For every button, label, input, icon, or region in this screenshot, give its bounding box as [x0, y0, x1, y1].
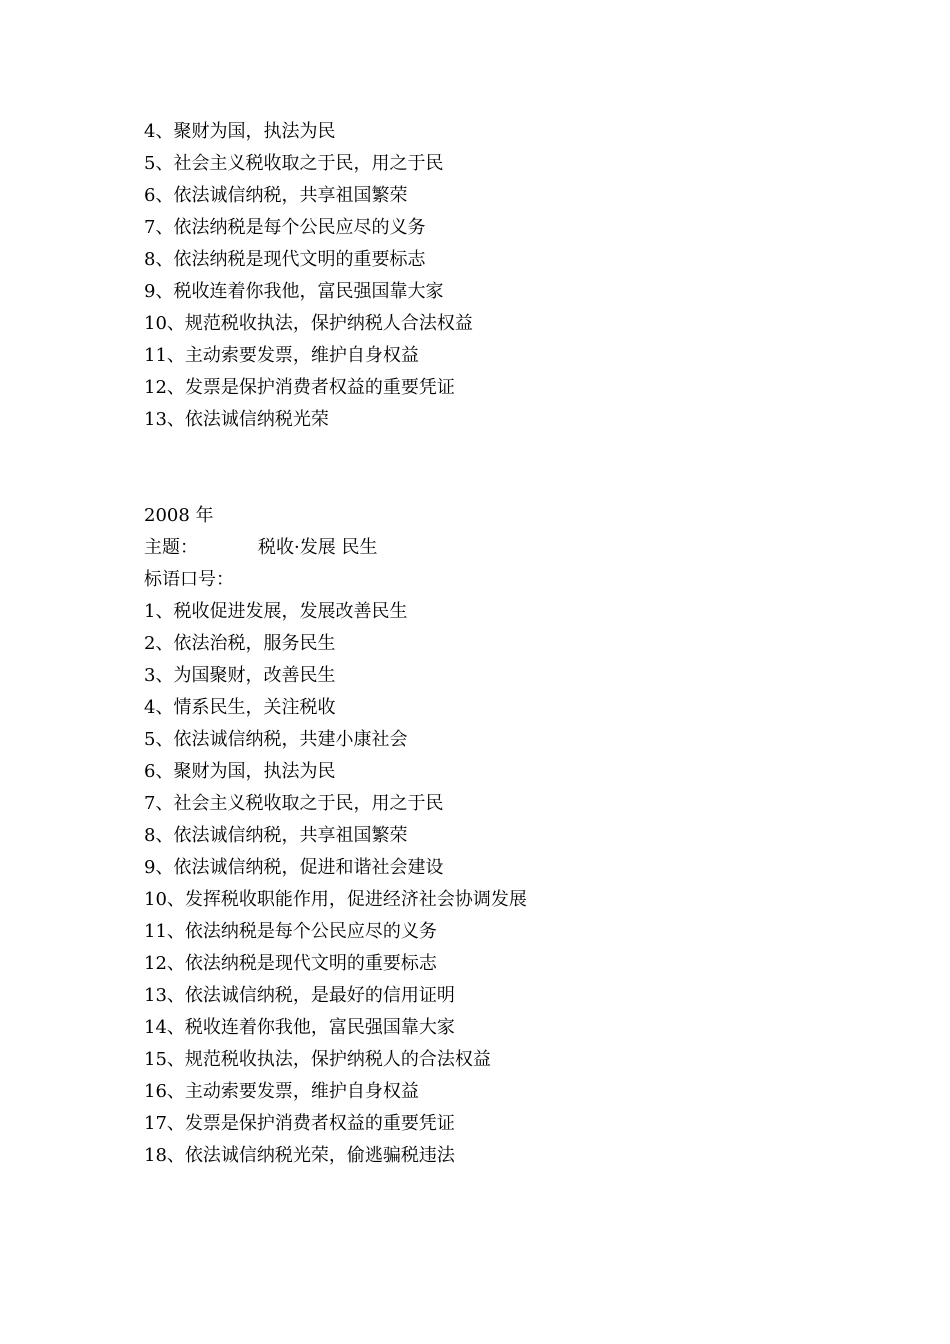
list-item: 5、依法诚信纳税，共建小康社会	[144, 729, 408, 750]
section-2008	[144, 500, 864, 1172]
list-item: 8、依法纳税是现代文明的重要标志	[144, 249, 426, 270]
list-item: 6、聚财为国，执法为民	[144, 761, 336, 782]
section-year: 2008 年	[144, 505, 214, 526]
list-item: 15、规范税收执法，保护纳税人的合法权益	[144, 1049, 491, 1070]
list-item: 7、依法纳税是每个公民应尽的义务	[144, 217, 426, 238]
list-item: 14、税收连着你我他，富民强国靠大家	[144, 1017, 455, 1038]
theme-value: 税收·发展 民生	[258, 537, 378, 558]
list-item: 11、主动索要发票，维护自身权益	[144, 345, 419, 366]
list-item: 6、依法诚信纳税，共享祖国繁荣	[144, 185, 408, 206]
list-item: 16、主动索要发票，维护自身权益	[144, 1081, 419, 1102]
list-item: 4、聚财为国，执法为民	[144, 121, 336, 142]
list-item: 7、社会主义税收取之于民，用之于民	[144, 793, 444, 814]
list-item: 9、税收连着你我他，富民强国靠大家	[144, 281, 444, 302]
slogan-list-continued	[144, 116, 864, 436]
list-item: 5、社会主义税收取之于民，用之于民	[144, 153, 444, 174]
list-item: 18、依法诚信纳税光荣，偷逃骗税违法	[144, 1145, 455, 1166]
theme-line	[144, 532, 864, 564]
list-item: 11、依法纳税是每个公民应尽的义务	[144, 921, 437, 942]
list-item: 10、规范税收执法，保护纳税人合法权益	[144, 313, 473, 334]
slogans-label: 标语口号：	[144, 569, 234, 590]
list-item: 2、依法治税，服务民生	[144, 633, 336, 654]
list-item: 9、依法诚信纳税，促进和谐社会建设	[144, 857, 444, 878]
list-item: 17、发票是保护消费者权益的重要凭证	[144, 1113, 455, 1134]
list-item: 10、发挥税收职能作用，促进经济社会协调发展	[144, 889, 527, 910]
list-item: 12、依法纳税是现代文明的重要标志	[144, 953, 437, 974]
list-item: 13、依法诚信纳税，是最好的信用证明	[144, 985, 455, 1006]
list-item: 8、依法诚信纳税，共享祖国繁荣	[144, 825, 408, 846]
list-item: 1、税收促进发展，发展改善民生	[144, 601, 408, 622]
list-item: 3、为国聚财，改善民生	[144, 665, 336, 686]
list-item: 13、依法诚信纳税光荣	[144, 409, 329, 430]
list-item: 4、情系民生，关注税收	[144, 697, 336, 718]
theme-label: 主题：	[144, 537, 198, 558]
list-item: 12、发票是保护消费者权益的重要凭证	[144, 377, 455, 398]
